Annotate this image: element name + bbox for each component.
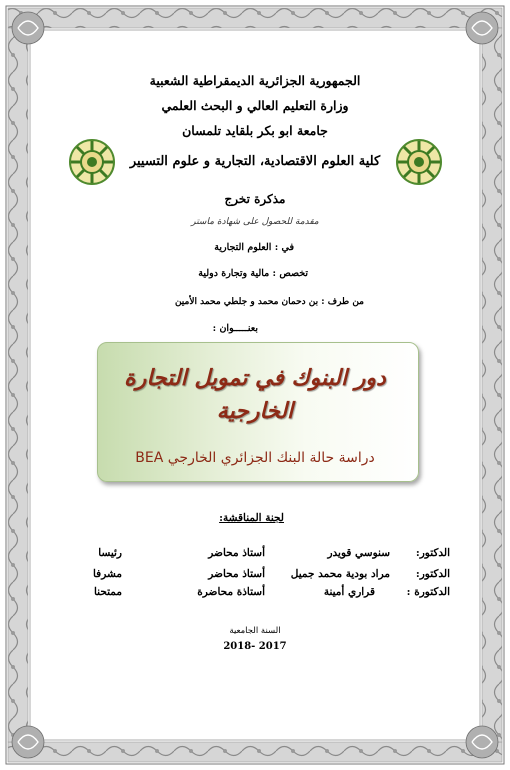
jury-name: مراد بودية محمد جميل (290, 568, 390, 580)
jury-label: لجنة المناقشة: (219, 512, 284, 524)
jury-rank: أستاذة محاضرة (197, 586, 265, 598)
republic-name: الجمهورية الجزائرية الديمقراطية الشعبية (149, 73, 361, 88)
memo-type: مذكرة تخرج (224, 192, 286, 206)
memo-purpose: مقدمة للحصول على شهادة ماستر (191, 217, 319, 227)
jury-title: الدكتور: (415, 547, 450, 559)
jury-role: مشرفا (92, 568, 122, 580)
jury-name: سنوسي قويدر (327, 547, 390, 559)
ministry-name: وزارة التعليم العالي و البحث العلمي (161, 98, 349, 113)
jury-role: رئيسا (98, 547, 122, 559)
jury-row (0, 568, 510, 584)
academic-year-label: السنة الجامعية (229, 626, 281, 636)
faculty-name: كلية العلوم الاقتصادية، التجارية و علوم التسيير (129, 154, 381, 169)
academic-year: 2018- 2017 (223, 641, 287, 652)
jury-title: الدكتور: (415, 568, 450, 580)
jury-row (0, 586, 510, 602)
jury-rank: أستاذ محاضر (208, 547, 265, 559)
memo-specialty: تخصص : مالية وتجارة دولية (198, 268, 308, 279)
jury-row (0, 547, 510, 563)
memo-authors: من طرف : بن دحمان محمد و جلطي محمد الأمين (174, 297, 364, 307)
thesis-title-line2: الخارجية (216, 399, 294, 424)
thesis-title (100, 362, 410, 428)
thesis-subtitle: دراسة حالة البنك الجزائري الخارجي BEA (135, 450, 375, 466)
university-name: جامعة ابو بكر بلقايد تلمسان (182, 123, 328, 138)
thesis-title-line1: دور البنوك في تمويل التجارة (124, 366, 386, 391)
memo-field: في : العلوم التجارية (214, 242, 294, 253)
title-label: بعنـــــوان : (212, 323, 258, 334)
university-emblem-right-icon (395, 138, 443, 186)
jury-rank: أستاذ محاضر (208, 568, 265, 580)
jury-title: الدكتورة : (406, 586, 450, 598)
jury-role: ممتحنا (93, 586, 122, 598)
jury-name: قراري أمينة (323, 586, 375, 598)
university-emblem-left-icon (68, 138, 116, 186)
